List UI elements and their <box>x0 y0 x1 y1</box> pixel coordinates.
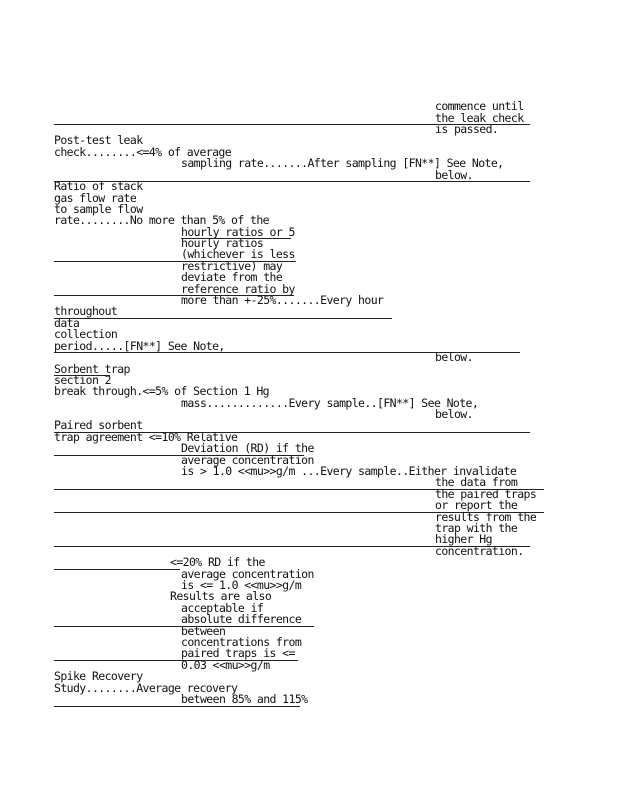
text-line: below. <box>435 350 473 364</box>
horizontal-rule <box>54 512 544 513</box>
text-line: rate........No more than 5% of the <box>54 213 270 227</box>
horizontal-rule <box>54 318 392 319</box>
text-line: Spike Recovery <box>54 669 143 683</box>
text-line: more than +-25%.......Every hour <box>181 293 384 307</box>
horizontal-rule <box>54 489 544 490</box>
text-line: concentrations from <box>181 635 302 649</box>
text-line: Ratio of stack <box>54 179 143 193</box>
text-line: period.....[FN**] See Note, <box>54 339 225 353</box>
text-line: or report the <box>435 498 518 512</box>
text-line: acceptable if <box>181 601 264 615</box>
text-line: Sorbent trap <box>54 362 130 376</box>
text-line: is passed. <box>435 122 499 136</box>
text-line: Paired sorbent <box>54 418 143 432</box>
text-line: 0.03 <<mu>>g/m <box>181 658 270 672</box>
text-line: absolute difference <box>181 612 302 626</box>
text-line: Post-test leak <box>54 133 143 147</box>
text-line: <=20% RD if the <box>170 555 265 569</box>
horizontal-rule <box>54 375 110 376</box>
text-line: throughout <box>54 304 118 318</box>
text-line: the leak check <box>435 111 524 125</box>
text-line: average concentration <box>181 567 314 581</box>
text-line: higher Hg <box>435 532 492 546</box>
text-line: break through.<=5% of Section 1 Hg <box>54 384 270 398</box>
text-line: reference ratio by <box>181 282 295 296</box>
text-line: the data from <box>435 475 518 489</box>
text-line: Results are also <box>170 589 272 603</box>
text-line: below. <box>435 168 473 182</box>
horizontal-rule <box>54 706 300 707</box>
text-line: Study........Average recovery <box>54 681 238 695</box>
text-line: check........<=4% of average <box>54 145 232 159</box>
text-line: (whichever is less <box>181 247 295 261</box>
text-line: results from the <box>435 510 537 524</box>
text-line: to sample flow <box>54 202 143 216</box>
text-line: Deviation (RD) if the <box>181 441 314 455</box>
horizontal-rule <box>54 546 530 547</box>
text-line: concentration. <box>435 544 524 558</box>
text-line: is <= 1.0 <<mu>>g/m <box>181 578 302 592</box>
text-line: average concentration <box>181 453 314 467</box>
horizontal-rule <box>54 261 296 262</box>
horizontal-rule <box>54 352 520 353</box>
text-line: between <box>181 624 226 638</box>
horizontal-rule <box>54 124 530 125</box>
horizontal-rule <box>54 295 294 296</box>
horizontal-rule <box>54 626 314 627</box>
text-line: section 2 <box>54 373 111 387</box>
text-line: is > 1.0 <<mu>>g/m ...Every sample..Either invalidate <box>181 464 517 478</box>
text-line: data <box>54 316 80 330</box>
text-line: restrictive) may <box>181 259 283 273</box>
horizontal-rule <box>54 660 298 661</box>
horizontal-rule <box>181 238 291 239</box>
text-line: below. <box>435 407 473 421</box>
horizontal-rule <box>54 432 530 433</box>
text-line: collection <box>54 327 118 341</box>
text-line: trap agreement <=10% Relative <box>54 430 238 444</box>
text-line: between 85% and 115% <box>181 692 308 706</box>
text-line: commence until <box>435 99 524 113</box>
text-line: hourly ratios or 5 <box>181 225 295 239</box>
horizontal-rule <box>54 455 304 456</box>
text-line: sampling rate.......After sampling [FN**] See Note, <box>181 156 504 170</box>
text-line: hourly ratios <box>181 236 264 250</box>
horizontal-rule <box>54 181 530 182</box>
text-line: paired traps is <= <box>181 646 295 660</box>
horizontal-rule <box>54 569 180 570</box>
text-line: gas flow rate <box>54 191 137 205</box>
text-line: mass.............Every sample..[FN**] See Note, <box>181 396 479 410</box>
text-line: the paired traps <box>435 487 537 501</box>
text-line: deviate from the <box>181 270 283 284</box>
text-line: trap with the <box>435 521 518 535</box>
